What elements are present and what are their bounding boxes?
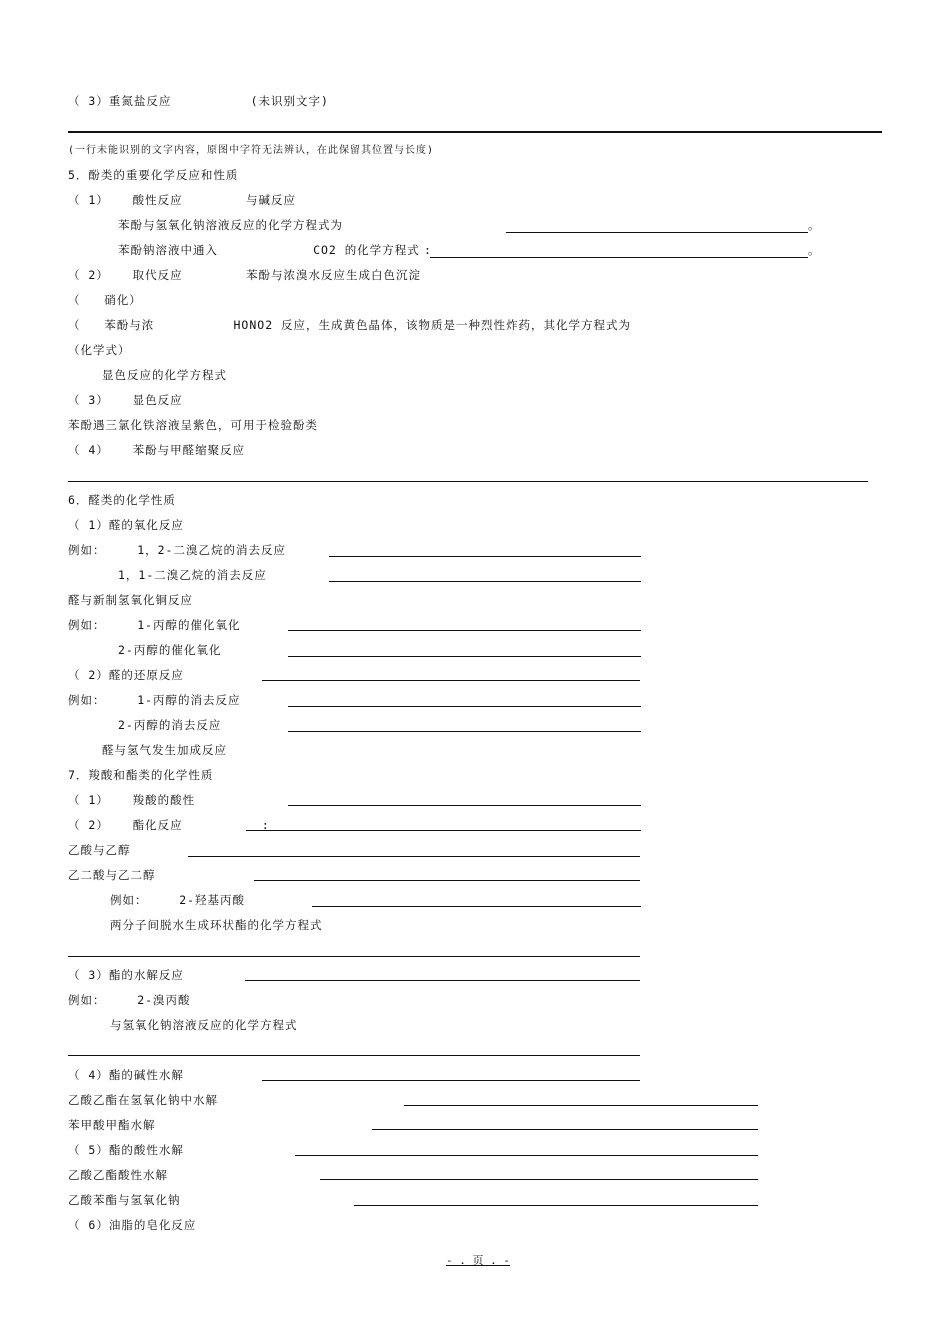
text-line: 两分子间脱水生成环状酯的化学方程式 <box>110 918 323 932</box>
text-line: （ 4）酯的碱性水解 <box>68 1068 184 1082</box>
text-line: （ 2） 酯化反应 : <box>68 818 270 832</box>
text-line: （ 2）醛的还原反应 <box>68 668 184 682</box>
text-line: （ 3）酯的水解反应 <box>68 968 184 982</box>
answer-blank[interactable] <box>246 830 641 831</box>
text-line: 2-丙醇的消去反应 <box>118 718 222 732</box>
answer-blank[interactable] <box>254 880 640 881</box>
text-line: 例如： 1-丙醇的消去反应 <box>68 693 241 707</box>
text-line: 醛与氢气发生加成反应 <box>102 743 227 757</box>
page-footer: - . 页 . - <box>446 1254 510 1267</box>
text-line: 。 <box>808 218 821 232</box>
text-line: 乙酸苯酯与氢氧化钠 <box>68 1193 181 1207</box>
text-line: 苯酚钠溶液中通入 CO2 的化学方程式 <box>118 243 420 257</box>
answer-blank[interactable] <box>288 630 641 631</box>
text-line: （ 2） 取代反应 苯酚与浓溴水反应生成白色沉淀 <box>68 268 422 282</box>
text-line: 醛与新制氢氧化铜反应 <box>68 593 193 607</box>
text-line: （ 1） 酸性反应 与碱反应 <box>68 193 297 207</box>
text-line: （ 硝化） <box>68 293 142 307</box>
text-line: 1，1-二溴乙烷的消去反应 <box>118 568 267 582</box>
text-line: 乙二酸与乙二醇 <box>68 868 156 882</box>
text-line: 苯甲酸甲酯水解 <box>68 1118 156 1132</box>
text-line: （ 4） 苯酚与甲醛缩聚反应 <box>68 443 246 457</box>
text-line: 乙酸乙酯在氢氧化钠中水解 <box>68 1093 218 1107</box>
text-line: 例如： 1，2-二溴乙烷的消去反应 <box>68 543 286 557</box>
text-line: 2-丙醇的催化氧化 <box>118 643 222 657</box>
text-line: （ 1） 羧酸的酸性 <box>68 793 196 807</box>
answer-blank[interactable] <box>372 1129 758 1130</box>
text-line: （化学式） <box>68 343 131 357</box>
text-line: 例如： 1-丙醇的催化氧化 <box>68 618 241 632</box>
text-line: （ 1）醛的氧化反应 <box>68 518 184 532</box>
text-line: 乙酸与乙醇 <box>68 843 131 857</box>
answer-blank[interactable] <box>354 1205 758 1206</box>
answer-blank[interactable] <box>288 656 641 657</box>
colon-mark: : <box>424 243 432 257</box>
answer-blank[interactable] <box>262 1080 640 1081</box>
text-line: 。 <box>808 243 821 257</box>
text-line: 例如： 2-溴丙酸 <box>68 993 191 1007</box>
answer-blank[interactable] <box>295 1155 758 1156</box>
answer-blank[interactable] <box>404 1105 758 1106</box>
text-line: （ 3） 显色反应 <box>68 393 183 407</box>
answer-blank[interactable] <box>288 706 641 707</box>
divider-rule <box>68 131 882 133</box>
text-line: 乙酸乙酯酸性水解 <box>68 1168 168 1182</box>
answer-blank[interactable] <box>245 980 640 981</box>
answer-blank[interactable] <box>262 680 640 681</box>
text-line: （ 6）油脂的皂化反应 <box>68 1218 197 1232</box>
answer-blank[interactable] <box>329 556 641 557</box>
section-heading: 5．酚类的重要化学反应和性质 <box>68 168 239 182</box>
text-line: 与氢氧化钠溶液反应的化学方程式 <box>110 1018 298 1032</box>
answer-blank[interactable] <box>506 232 808 233</box>
answer-blank[interactable] <box>329 581 641 582</box>
answer-blank[interactable] <box>68 481 868 482</box>
answer-blank[interactable] <box>68 1055 640 1056</box>
text-line: 显色反应的化学方程式 <box>102 368 227 382</box>
section-heading: （ 3）重氮盐反应 (未识别文字) <box>68 94 329 108</box>
answer-blank[interactable] <box>188 856 640 857</box>
section-heading: 6．醛类的化学性质 <box>68 493 176 507</box>
text-line: 苯酚遇三氯化铁溶液呈紫色，可用于检验酚类 <box>68 418 318 432</box>
text-line: 例如： 2-羟基丙酸 <box>110 893 246 907</box>
answer-blank[interactable] <box>430 257 808 258</box>
text-line: 苯酚与氢氧化钠溶液反应的化学方程式为 <box>118 218 343 232</box>
answer-blank[interactable] <box>68 956 640 957</box>
answer-blank[interactable] <box>288 805 641 806</box>
text-line: （ 5）酯的酸性水解 <box>68 1143 184 1157</box>
answer-blank[interactable] <box>288 731 641 732</box>
answer-blank[interactable] <box>320 1179 758 1180</box>
section-heading: 7．羧酸和酯类的化学性质 <box>68 768 214 782</box>
answer-blank[interactable] <box>312 906 641 907</box>
text-line: (一行未能识别的文字内容，原图中字符无法辨认，在此保留其位置与长度) <box>68 145 435 156</box>
text-line: （ 苯酚与浓 HONO2 反应，生成黄色晶体，该物质是一种烈性炸药，其化学方程式为 <box>68 318 632 332</box>
